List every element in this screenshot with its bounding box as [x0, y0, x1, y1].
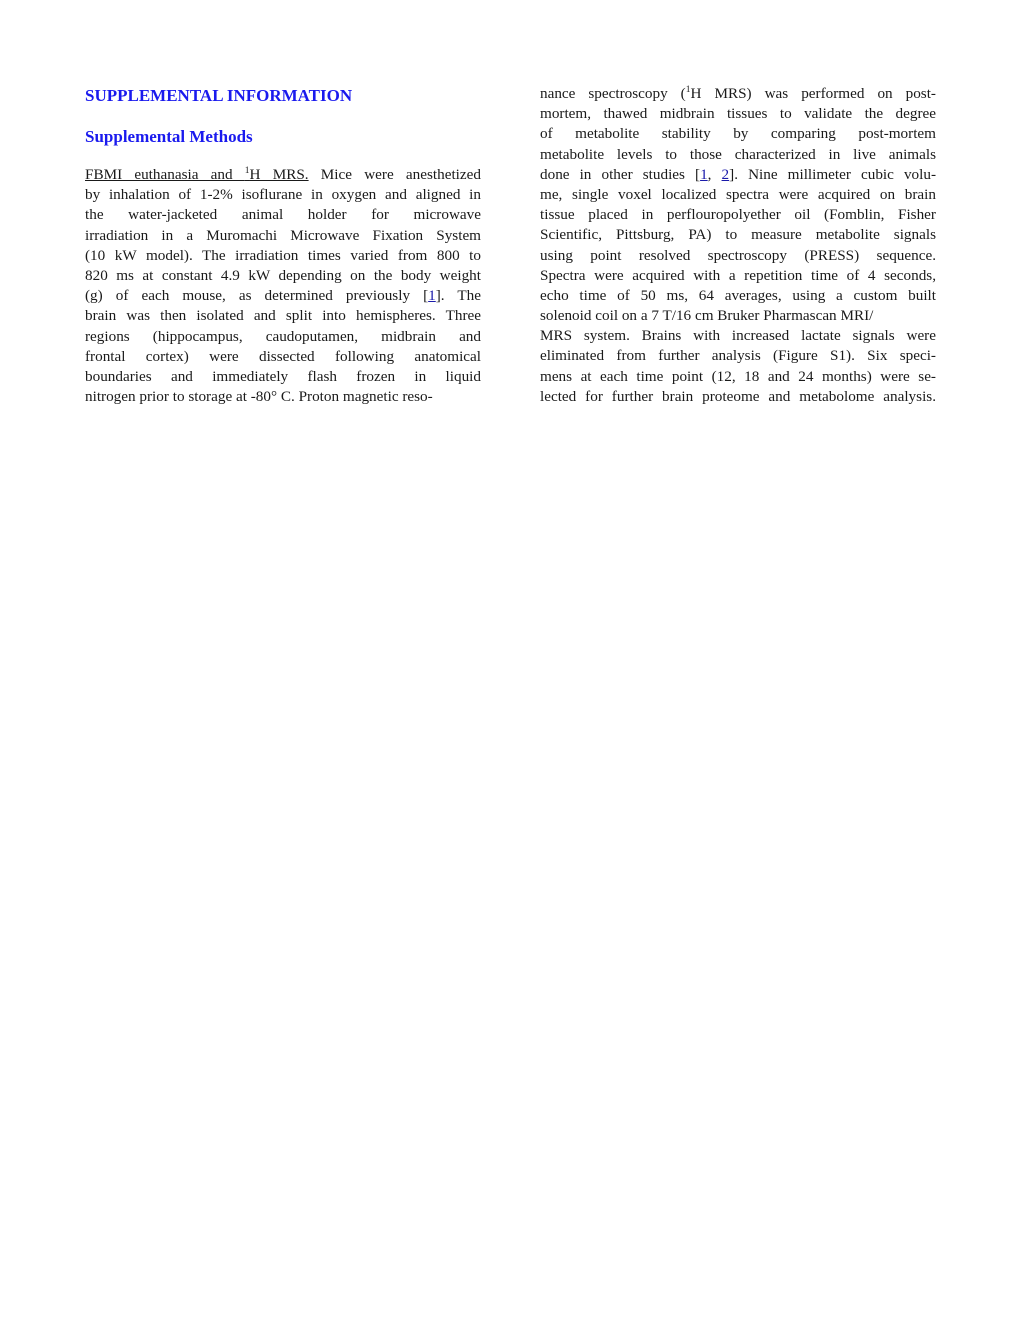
text-line: by inhalation of 1-2% isoflurane in oxygen and aligned in [85, 186, 481, 204]
citation-link-2[interactable]: 2 [721, 165, 730, 183]
text-line: tissue placed in perflouropolyether oil (Fomblin, Fisher [540, 206, 936, 224]
text-line: irradiation in a Muromachi Microwave Fixation System [85, 226, 481, 244]
text-line: using point resolved spectroscopy (PRESS) sequence. [540, 246, 936, 264]
text-line [540, 84, 936, 104]
superscript: 1 [685, 85, 691, 95]
text-line [85, 165, 481, 185]
run-in-text: FBMI euthanasia and [85, 166, 245, 183]
text-line: lected for further brain proteome and metabolome analysis. [540, 387, 936, 405]
text-line: metabolite levels to those characterized in live animals [540, 145, 936, 163]
line-text: , [707, 165, 722, 183]
text-line: regions (hippocampus, caudoputamen, midbrain and [85, 327, 481, 345]
text-line: of metabolite stability by comparing post-mortem [540, 125, 936, 143]
section-title: SUPPLEMENTAL INFORMATION [85, 86, 353, 105]
spacer [85, 149, 481, 165]
text-line: 820 ms at constant 4.9 kW depending on the body weight [85, 266, 481, 284]
text-line: Spectra were acquired with a repetition time of 4 seconds, [540, 266, 936, 284]
right-column [540, 84, 936, 407]
text-line: frontal cortex) were dissected following anatomical [85, 347, 481, 365]
section-subtitle: Supplemental Methods [85, 127, 253, 146]
text-line: Scientific, Pittsburg, PA) to measure metabolite signals [540, 226, 936, 244]
line-text: nance spectroscopy ( [540, 85, 686, 102]
text-line: boundaries and immediately flash frozen in liquid [85, 367, 481, 385]
text-line: the water-jacketed animal holder for microwave [85, 206, 481, 224]
text-line: solenoid coil on a 7 T/16 cm Bruker Pharmascan MRI/ [540, 307, 874, 325]
superscript: 1 [244, 166, 250, 176]
methods-paragraph-right [540, 84, 936, 407]
line-text: (g) of each mouse, as determined previously [ [85, 287, 429, 305]
text-line: mens at each time point (12, 18 and 24 months) were se- [540, 367, 936, 385]
text-line [85, 286, 481, 306]
run-in-heading [85, 166, 309, 183]
line-text: ]. The [435, 287, 481, 305]
methods-paragraph-left [85, 165, 481, 407]
line-text: Mice were anesthetized [308, 166, 481, 183]
text-line: (10 kW model). The irradiation times varied from 800 to [85, 246, 481, 264]
citation-link-1[interactable]: 1 [428, 287, 436, 305]
text-line: nitrogen prior to storage at -80° C. Proton magnetic reso- [85, 388, 433, 406]
line-text: ]. Nine millimeter cubic volu- [729, 165, 936, 183]
text-line: echo time of 50 ms, 64 averages, using a custom built [540, 286, 936, 304]
text-line: MRS system. Brains with increased lactate signals were [540, 327, 936, 345]
run-in-text-end: H MRS. [249, 166, 309, 183]
text-line [540, 165, 936, 185]
citation-link-1[interactable]: 1 [700, 165, 708, 183]
line-text: H MRS) was performed on post- [690, 85, 936, 102]
text-line: brain was then isolated and split into hemispheres. Three [85, 307, 481, 325]
text-line: me, single voxel localized spectra were acquired on brain [540, 185, 936, 203]
text-line: eliminated from further analysis (Figure S1). Six speci- [540, 347, 936, 365]
text-line: mortem, thawed midbrain tissues to validate the degree [540, 105, 936, 123]
left-column [85, 84, 481, 407]
line-text: done in other studies [ [540, 165, 701, 183]
